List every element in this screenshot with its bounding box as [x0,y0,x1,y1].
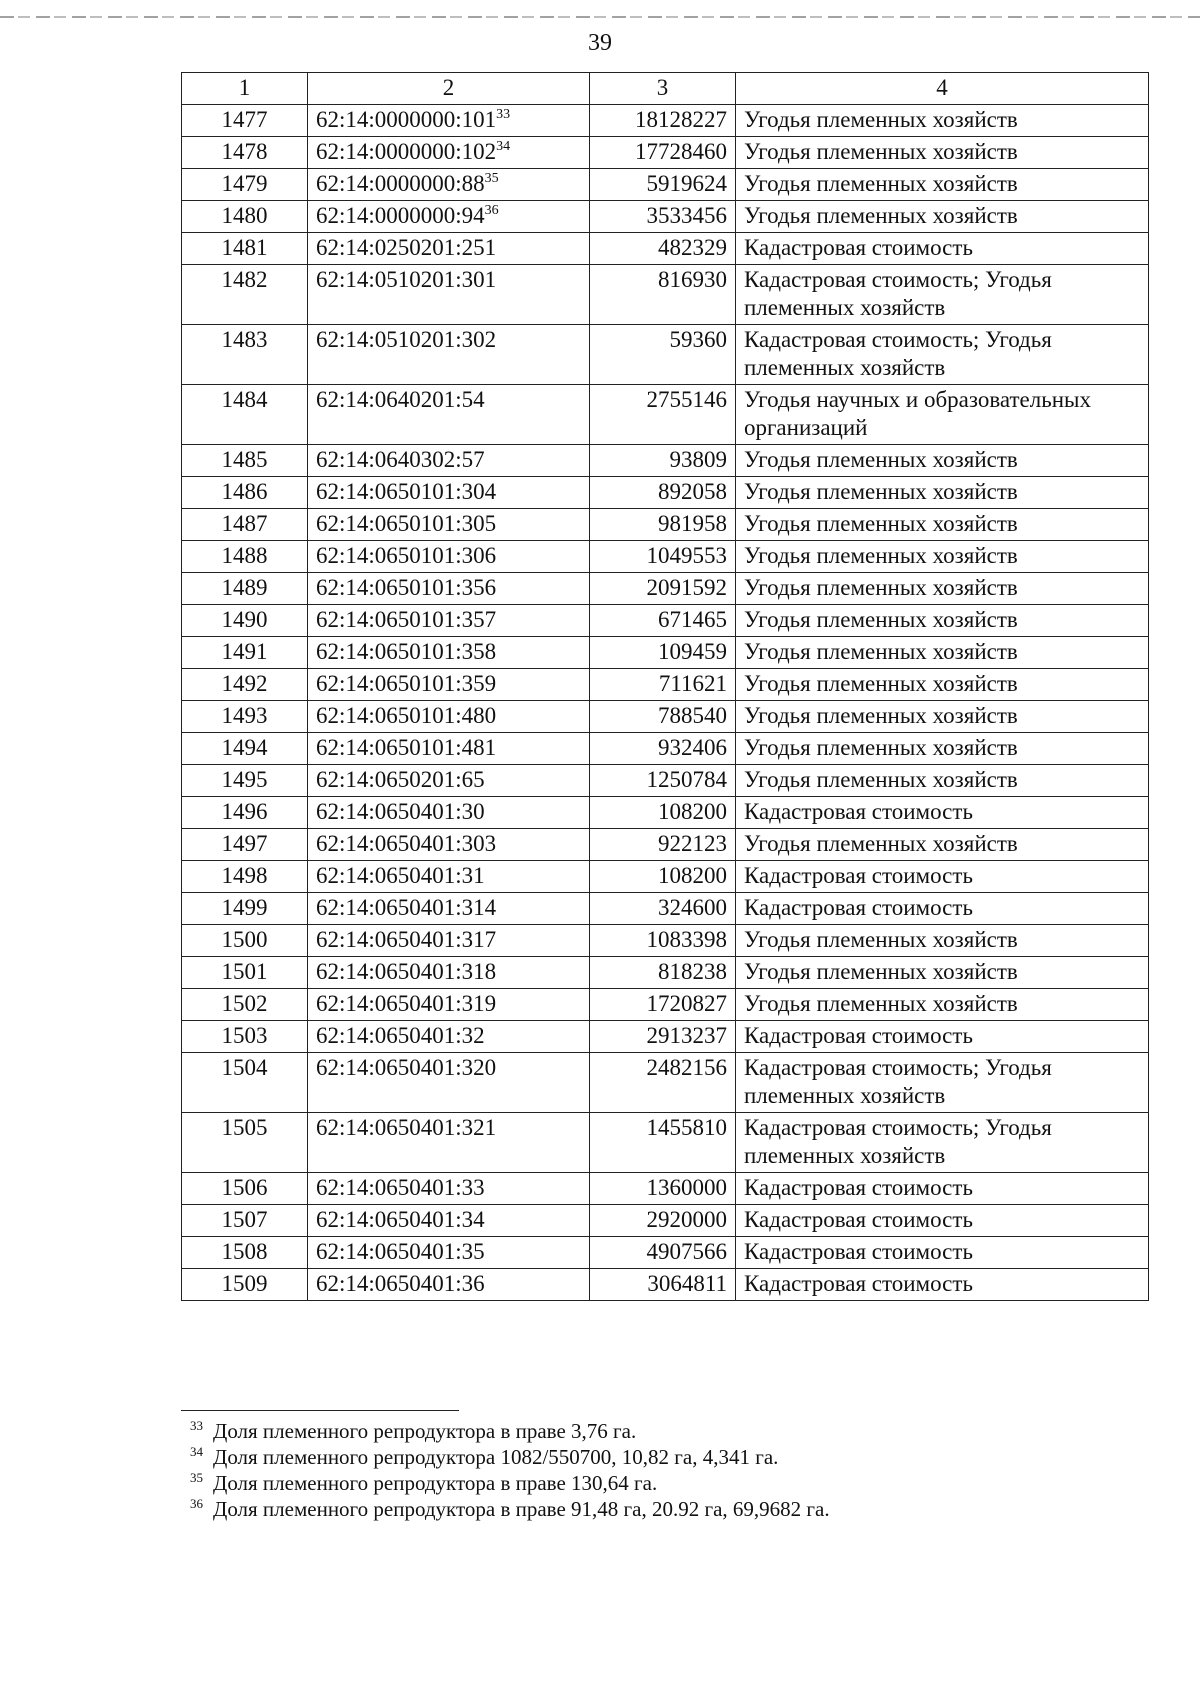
cadastral-number-cell [308,1053,590,1113]
cadastral-number-cell [308,265,590,325]
table-row [182,265,1149,325]
row-number: 1494 [182,733,308,765]
cadastral-number-cell [308,445,590,477]
area-value: 1250784 [590,765,736,797]
cadastral-number: 62:14:0650401:35 [316,1239,485,1264]
cadastral-number-cell [308,637,590,669]
description: Кадастровая стоимость [736,1205,1149,1237]
area-value: 3533456 [590,201,736,233]
column-header-4: 4 [736,73,1149,105]
cadastral-number-cell [308,605,590,637]
cadastral-number-cell [308,1269,590,1301]
row-number: 1496 [182,797,308,829]
description: Угодья племенных хозяйств [736,137,1149,169]
cadastral-number: 62:14:0650101:359 [316,671,497,696]
table-row [182,701,1149,733]
row-number: 1490 [182,605,308,637]
area-value: 18128227 [590,105,736,137]
table-row [182,1173,1149,1205]
row-number: 1504 [182,1053,308,1113]
table-row [182,233,1149,265]
cadastral-number: 62:14:0650401:31 [316,863,485,888]
column-header-3: 3 [590,73,736,105]
area-value: 671465 [590,605,736,637]
cadastral-number-cell [308,573,590,605]
row-number: 1487 [182,509,308,541]
cadastral-number: 62:14:0650101:481 [316,735,497,760]
description: Угодья племенных хозяйств [736,733,1149,765]
cadastral-number: 62:14:0650401:314 [316,895,497,920]
cadastral-number-cell [308,797,590,829]
cadastral-number-cell [308,233,590,265]
description: Угодья племенных хозяйств [736,637,1149,669]
cadastral-number-cell [308,893,590,925]
cadastral-number-cell [308,829,590,861]
table-row [182,325,1149,385]
row-number: 1501 [182,957,308,989]
table-row [182,477,1149,509]
area-value: 324600 [590,893,736,925]
cadastral-number: 62:14:0640201:54 [316,387,485,412]
row-number: 1480 [182,201,308,233]
row-number: 1483 [182,325,308,385]
cadastral-number-cell [308,1113,590,1173]
cadastral-number: 62:14:0650101:480 [316,703,497,728]
row-number: 1505 [182,1113,308,1173]
cadastral-number: 62:14:0650401:36 [316,1271,485,1296]
row-number: 1485 [182,445,308,477]
cadastral-number: 62:14:0650101:358 [316,639,497,664]
cadastral-number: 62:14:0650401:319 [316,991,497,1016]
row-number: 1500 [182,925,308,957]
row-number: 1478 [182,137,308,169]
description: Кадастровая стоимость; Угодья племенных хозяйств [736,1053,1149,1113]
description: Угодья племенных хозяйств [736,989,1149,1021]
description: Угодья научных и образовательных организаций [736,385,1149,445]
description: Кадастровая стоимость [736,1021,1149,1053]
row-number: 1502 [182,989,308,1021]
table-row [182,105,1149,137]
area-value: 2913237 [590,1021,736,1053]
cadastral-number-cell [308,989,590,1021]
description: Кадастровая стоимость [736,861,1149,893]
area-value: 816930 [590,265,736,325]
row-number: 1492 [182,669,308,701]
table-row [182,573,1149,605]
area-value: 2482156 [590,1053,736,1113]
cadastral-number: 62:14:0650401:303 [316,831,497,856]
table-row [182,1053,1149,1113]
row-number: 1503 [182,1021,308,1053]
footnote-text: Доля племенного репродуктора в праве 3,76 га. [213,1419,637,1443]
description: Угодья племенных хозяйств [736,509,1149,541]
area-value: 109459 [590,637,736,669]
description: Угодья племенных хозяйств [736,925,1149,957]
table-row [182,765,1149,797]
footnote-mark: 35 [190,1470,203,1485]
cadastral-number: 62:14:0000000:102 [316,139,497,164]
area-value: 1360000 [590,1173,736,1205]
row-number: 1486 [182,477,308,509]
land-plots-table [181,72,1149,1301]
description: Угодья племенных хозяйств [736,105,1149,137]
description: Кадастровая стоимость [736,893,1149,925]
footnote-reference: 33 [496,107,511,122]
area-value: 922123 [590,829,736,861]
cadastral-number: 62:14:0650101:356 [316,575,497,600]
cadastral-number: 62:14:0650101:306 [316,543,497,568]
area-value: 4907566 [590,1237,736,1269]
description: Кадастровая стоимость [736,1269,1149,1301]
area-value: 17728460 [590,137,736,169]
cadastral-number-cell [308,477,590,509]
description: Кадастровая стоимость [736,1237,1149,1269]
cadastral-number-cell [308,861,590,893]
table-row [182,989,1149,1021]
cadastral-number-cell [308,137,590,169]
footnote [190,1418,1130,1444]
cadastral-number-cell [308,1173,590,1205]
row-number: 1477 [182,105,308,137]
cadastral-number-cell [308,1205,590,1237]
description: Угодья племенных хозяйств [736,477,1149,509]
area-value: 818238 [590,957,736,989]
description: Кадастровая стоимость [736,797,1149,829]
area-value: 1455810 [590,1113,736,1173]
cadastral-number-cell [308,541,590,573]
area-value: 59360 [590,325,736,385]
cadastral-number: 62:14:0000000:101 [316,107,497,132]
cadastral-number: 62:14:0650401:317 [316,927,497,952]
table-row [182,669,1149,701]
cadastral-number: 62:14:0250201:251 [316,235,497,260]
cadastral-number: 62:14:0650401:318 [316,959,497,984]
area-value: 711621 [590,669,736,701]
table-row [182,137,1149,169]
description: Кадастровая стоимость [736,1173,1149,1205]
description: Угодья племенных хозяйств [736,701,1149,733]
table-row [182,861,1149,893]
area-value: 788540 [590,701,736,733]
footnote-mark: 34 [190,1444,203,1459]
table-row [182,797,1149,829]
cadastral-number: 62:14:0650401:30 [316,799,485,824]
row-number: 1506 [182,1173,308,1205]
description: Угодья племенных хозяйств [736,201,1149,233]
cadastral-number-cell [308,169,590,201]
row-number: 1488 [182,541,308,573]
column-header-2: 2 [308,73,590,105]
footnote-reference: 36 [484,203,499,218]
description: Кадастровая стоимость; Угодья племенных хозяйств [736,325,1149,385]
cadastral-number-cell [308,201,590,233]
table-row [182,1269,1149,1301]
area-value: 3064811 [590,1269,736,1301]
cadastral-number-cell [308,1237,590,1269]
cadastral-number-cell [308,733,590,765]
area-value: 892058 [590,477,736,509]
cadastral-number-cell [308,385,590,445]
footnotes [190,1418,1130,1522]
table-row [182,893,1149,925]
table-row [182,1205,1149,1237]
table-body [182,73,1149,1301]
table-row [182,1237,1149,1269]
area-value: 1720827 [590,989,736,1021]
page-number: 39 [588,30,612,56]
description: Угодья племенных хозяйств [736,605,1149,637]
row-number: 1497 [182,829,308,861]
cadastral-number: 62:14:0000000:88 [316,171,485,196]
row-number: 1491 [182,637,308,669]
cadastral-number: 62:14:0650401:34 [316,1207,485,1232]
area-value: 108200 [590,861,736,893]
row-number: 1508 [182,1237,308,1269]
footnote-text: Доля племенного репродуктора в праве 91,48 га, 20.92 га, 69,9682 га. [213,1497,830,1521]
footnote [190,1470,1130,1496]
row-number: 1509 [182,1269,308,1301]
description: Угодья племенных хозяйств [736,573,1149,605]
table-row [182,1021,1149,1053]
footnote-mark: 36 [190,1496,203,1511]
cadastral-number: 62:14:0650401:320 [316,1055,497,1080]
description: Угодья племенных хозяйств [736,957,1149,989]
description: Угодья племенных хозяйств [736,669,1149,701]
area-value: 1049553 [590,541,736,573]
table-row [182,605,1149,637]
table-row [182,1113,1149,1173]
area-value: 482329 [590,233,736,265]
table-row [182,445,1149,477]
row-number: 1498 [182,861,308,893]
table-header-row [182,73,1149,105]
cadastral-number-cell [308,957,590,989]
row-number: 1495 [182,765,308,797]
cadastral-number: 62:14:0650201:65 [316,767,485,792]
row-number: 1499 [182,893,308,925]
cadastral-number: 62:14:0650101:357 [316,607,497,632]
cadastral-number: 62:14:0640302:57 [316,447,485,472]
description: Угодья племенных хозяйств [736,765,1149,797]
footnote-separator [181,1410,459,1411]
footnote-text: Доля племенного репродуктора в праве 130,64 га. [213,1471,658,1495]
footnote-text: Доля племенного репродуктора 1082/550700, 10,82 га, 4,341 га. [213,1445,779,1469]
footnote [190,1496,1130,1522]
cadastral-number: 62:14:0650101:304 [316,479,497,504]
area-value: 2091592 [590,573,736,605]
description: Угодья племенных хозяйств [736,169,1149,201]
table-row [182,637,1149,669]
area-value: 5919624 [590,169,736,201]
description: Угодья племенных хозяйств [736,445,1149,477]
area-value: 932406 [590,733,736,765]
table-row [182,509,1149,541]
cadastral-number-cell [308,669,590,701]
row-number: 1493 [182,701,308,733]
cadastral-number: 62:14:0650401:321 [316,1115,497,1140]
scan-edge-artifact [0,16,1200,18]
cadastral-number-cell [308,701,590,733]
cadastral-number: 62:14:0650401:32 [316,1023,485,1048]
area-value: 93809 [590,445,736,477]
footnote [190,1444,1130,1470]
table-row [182,541,1149,573]
description: Кадастровая стоимость; Угодья племенных хозяйств [736,1113,1149,1173]
table-row [182,733,1149,765]
column-header-1: 1 [182,73,308,105]
row-number: 1479 [182,169,308,201]
description: Кадастровая стоимость [736,233,1149,265]
area-value: 2755146 [590,385,736,445]
description: Угодья племенных хозяйств [736,829,1149,861]
table-row [182,385,1149,445]
table-row [182,201,1149,233]
cadastral-number: 62:14:0650401:33 [316,1175,485,1200]
cadastral-number-cell [308,509,590,541]
cadastral-number-cell [308,325,590,385]
area-value: 981958 [590,509,736,541]
description: Угодья племенных хозяйств [736,541,1149,573]
table-row [182,829,1149,861]
row-number: 1484 [182,385,308,445]
cadastral-number-cell [308,925,590,957]
area-value: 1083398 [590,925,736,957]
cadastral-number-cell [308,765,590,797]
cadastral-number: 62:14:0650101:305 [316,511,497,536]
cadastral-number: 62:14:0510201:302 [316,327,497,352]
table-row [182,957,1149,989]
cadastral-number-cell [308,105,590,137]
cadastral-number-cell [308,1021,590,1053]
row-number: 1507 [182,1205,308,1237]
area-value: 2920000 [590,1205,736,1237]
description: Кадастровая стоимость; Угодья племенных хозяйств [736,265,1149,325]
area-value: 108200 [590,797,736,829]
footnote-reference: 34 [496,139,511,154]
table-row [182,925,1149,957]
row-number: 1481 [182,233,308,265]
footnote-reference: 35 [484,171,499,186]
table-row [182,169,1149,201]
row-number: 1482 [182,265,308,325]
cadastral-number: 62:14:0510201:301 [316,267,497,292]
cadastral-number: 62:14:0000000:94 [316,203,485,228]
footnote-mark: 33 [190,1418,203,1433]
row-number: 1489 [182,573,308,605]
